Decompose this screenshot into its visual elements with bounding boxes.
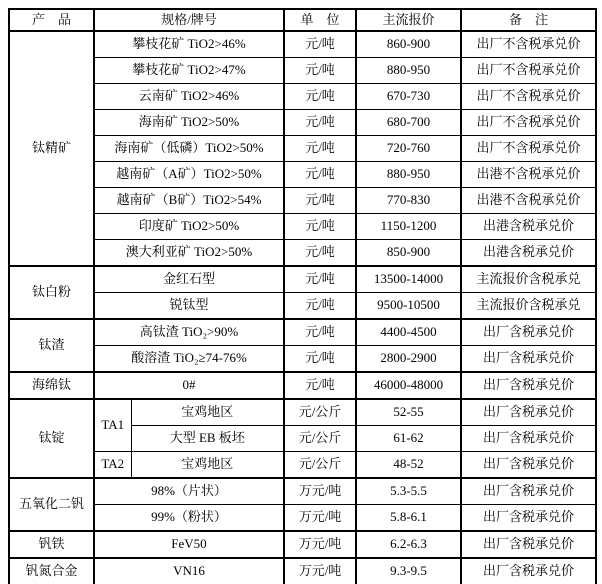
- unit-cell: 万元/吨: [284, 505, 356, 532]
- table-row: [9, 214, 596, 240]
- price-cell: 13500-14000: [356, 266, 461, 293]
- remark-cell: 出厂含税承兑价: [461, 452, 596, 479]
- remark-cell: 出港含税承兑价: [461, 214, 596, 240]
- table-row: [9, 558, 596, 584]
- price-cell: 860-900: [356, 31, 461, 58]
- remark-cell: 出厂不含税承兑价: [461, 84, 596, 110]
- table-row: [9, 240, 596, 267]
- table-row: [9, 478, 596, 505]
- table-row: [9, 110, 596, 136]
- unit-cell: 元/吨: [284, 162, 356, 188]
- unit-cell: 元/吨: [284, 136, 356, 162]
- table-row: [9, 319, 596, 346]
- remark-cell: 出厂含税承兑价: [461, 372, 596, 399]
- spec-cell: 攀枝花矿 TiO2>47%: [94, 58, 284, 84]
- table-row: [9, 188, 596, 214]
- spec-cell: 海南矿 TiO2>50%: [94, 110, 284, 136]
- price-cell: 61-62: [356, 426, 461, 452]
- table-row: [9, 372, 596, 399]
- spec-cell: 金红石型: [94, 266, 284, 293]
- header-remark: 备 注: [461, 9, 596, 31]
- grade-cell: TA2: [94, 452, 131, 479]
- unit-cell: 元/吨: [284, 240, 356, 267]
- spec-cell: 海南矿（低磷）TiO2>50%: [94, 136, 284, 162]
- header-product: 产 品: [9, 9, 94, 31]
- product-cell: 钛渣: [9, 319, 94, 372]
- unit-cell: 元/公斤: [284, 452, 356, 479]
- unit-cell: 万元/吨: [284, 558, 356, 584]
- price-cell: 680-700: [356, 110, 461, 136]
- unit-cell: 元/吨: [284, 214, 356, 240]
- price-cell: 670-730: [356, 84, 461, 110]
- spec-cell: 云南矿 TiO2>46%: [94, 84, 284, 110]
- table-row: [9, 266, 596, 293]
- table-row: [9, 58, 596, 84]
- price-cell: 880-950: [356, 58, 461, 84]
- table-row: [9, 531, 596, 558]
- unit-cell: 元/吨: [284, 58, 356, 84]
- price-cell: 9500-10500: [356, 293, 461, 320]
- grade-cell: TA1: [94, 399, 131, 452]
- table-header-row: [9, 9, 596, 31]
- unit-cell: 元/吨: [284, 110, 356, 136]
- spec-cell: 98%（片状）: [94, 478, 284, 505]
- price-cell: 9.3-9.5: [356, 558, 461, 584]
- price-cell: 5.8-6.1: [356, 505, 461, 532]
- remark-cell: 主流报价含税承兑: [461, 293, 596, 320]
- unit-cell: 万元/吨: [284, 478, 356, 505]
- spec-cell: 越南矿（B矿）TiO2>54%: [94, 188, 284, 214]
- header-unit: 单 位: [284, 9, 356, 31]
- remark-cell: 出厂不含税承兑价: [461, 58, 596, 84]
- price-cell: 850-900: [356, 240, 461, 267]
- spec-cell: 澳大利亚矿 TiO2>50%: [94, 240, 284, 267]
- remark-cell: 出厂不含税承兑价: [461, 31, 596, 58]
- spec-cell: 越南矿（A矿）TiO2>50%: [94, 162, 284, 188]
- unit-cell: 元/吨: [284, 372, 356, 399]
- price-cell: 4400-4500: [356, 319, 461, 346]
- header-spec: 规格/牌号: [94, 9, 284, 31]
- unit-cell: 元/吨: [284, 31, 356, 58]
- price-cell: 880-950: [356, 162, 461, 188]
- price-table: [8, 8, 597, 584]
- table-row: [9, 346, 596, 373]
- table-row: [9, 84, 596, 110]
- product-cell: 钒氮合金: [9, 558, 94, 584]
- product-cell: 钛锭: [9, 399, 94, 478]
- remark-cell: 出厂含税承兑价: [461, 399, 596, 426]
- header-price: 主流报价: [356, 9, 461, 31]
- product-cell: 钒铁: [9, 531, 94, 558]
- product-cell: 钛精矿: [9, 31, 94, 266]
- remark-cell: 出厂含税承兑价: [461, 531, 596, 558]
- spec-cell: 锐钛型: [94, 293, 284, 320]
- price-cell: 720-760: [356, 136, 461, 162]
- unit-cell: 万元/吨: [284, 531, 356, 558]
- remark-cell: 出厂不含税承兑价: [461, 136, 596, 162]
- price-cell: 52-55: [356, 399, 461, 426]
- spec-cell: 大型 EB 板坯: [131, 426, 284, 452]
- product-cell: 海绵钛: [9, 372, 94, 399]
- spec-cell: 酸溶渣 TiO₂≥74-76%: [94, 346, 284, 373]
- table-row: [9, 399, 596, 426]
- remark-cell: 出厂含税承兑价: [461, 558, 596, 584]
- remark-cell: 出厂含税承兑价: [461, 505, 596, 532]
- unit-cell: 元/吨: [284, 293, 356, 320]
- price-cell: 2800-2900: [356, 346, 461, 373]
- table-row: [9, 31, 596, 58]
- unit-cell: 元/公斤: [284, 426, 356, 452]
- remark-cell: 出厂含税承兑价: [461, 426, 596, 452]
- price-cell: 770-830: [356, 188, 461, 214]
- unit-cell: 元/吨: [284, 188, 356, 214]
- spec-cell: 印度矿 TiO2>50%: [94, 214, 284, 240]
- spec-cell: 宝鸡地区: [131, 399, 284, 426]
- table-row: [9, 162, 596, 188]
- spec-cell: VN16: [94, 558, 284, 584]
- remark-cell: 主流报价含税承兑: [461, 266, 596, 293]
- product-cell: 钛白粉: [9, 266, 94, 319]
- unit-cell: 元/公斤: [284, 399, 356, 426]
- table-row: [9, 136, 596, 162]
- remark-cell: 出厂含税承兑价: [461, 319, 596, 346]
- table-row: [9, 505, 596, 532]
- remark-cell: 出港不含税承兑价: [461, 162, 596, 188]
- table-row: [9, 293, 596, 320]
- unit-cell: 元/吨: [284, 84, 356, 110]
- table-row: [9, 452, 596, 479]
- spec-cell: 高钛渣 TiO₂>90%: [94, 319, 284, 346]
- price-cell: 5.3-5.5: [356, 478, 461, 505]
- spec-cell: 0#: [94, 372, 284, 399]
- remark-cell: 出厂不含税承兑价: [461, 110, 596, 136]
- remark-cell: 出厂含税承兑价: [461, 478, 596, 505]
- unit-cell: 元/吨: [284, 319, 356, 346]
- spec-cell: FeV50: [94, 531, 284, 558]
- spec-cell: 99%（粉状）: [94, 505, 284, 532]
- remark-cell: 出港含税承兑价: [461, 240, 596, 267]
- remark-cell: 出厂含税承兑价: [461, 346, 596, 373]
- price-cell: 48-52: [356, 452, 461, 479]
- unit-cell: 元/吨: [284, 346, 356, 373]
- spec-cell: 攀枝花矿 TiO2>46%: [94, 31, 284, 58]
- remark-cell: 出港不含税承兑价: [461, 188, 596, 214]
- spec-cell: 宝鸡地区: [131, 452, 284, 479]
- price-cell: 46000-48000: [356, 372, 461, 399]
- product-cell: 五氧化二钒: [9, 478, 94, 531]
- price-cell: 6.2-6.3: [356, 531, 461, 558]
- unit-cell: 元/吨: [284, 266, 356, 293]
- price-cell: 1150-1200: [356, 214, 461, 240]
